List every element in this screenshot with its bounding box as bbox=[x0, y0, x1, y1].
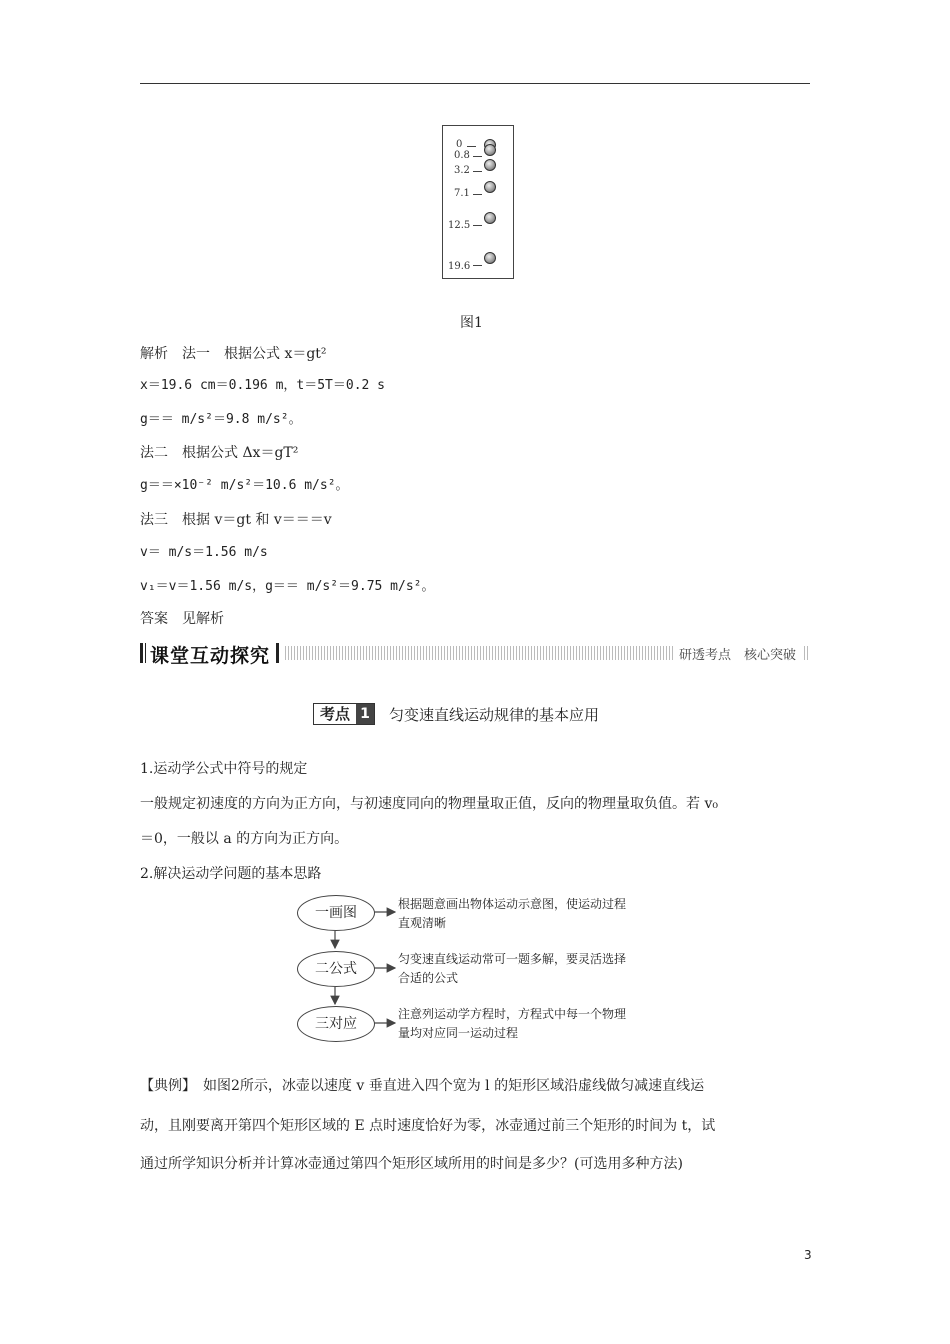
marker-tick bbox=[467, 146, 476, 147]
solution-line: v₁＝v＝1.56 m/s，g＝＝ m/s²＝9.75 m/s²。 bbox=[140, 579, 435, 594]
solution-line: v＝ m/s＝1.56 m/s bbox=[140, 545, 268, 560]
marker-tick bbox=[473, 171, 482, 172]
flow-note-line: 匀变速直线运动常可一题多解，要灵活选择 bbox=[398, 952, 627, 966]
flow-note-line: 根据题意画出物体运动示意图，使运动过程 bbox=[398, 897, 627, 911]
section-1-title: 1.运动学公式中符号的规定 bbox=[140, 761, 308, 777]
banner-title: 课堂互动探究 bbox=[150, 645, 271, 667]
section-banner bbox=[140, 641, 810, 665]
section-2-title: 2.解决运动学问题的基本思路 bbox=[140, 866, 322, 882]
ball bbox=[484, 159, 496, 171]
marker-label: 7.1 bbox=[454, 188, 470, 199]
flow-note bbox=[398, 895, 688, 933]
ball bbox=[484, 144, 496, 156]
ball bbox=[484, 181, 496, 193]
kaodian-title: 匀变速直线运动规律的基本应用 bbox=[389, 705, 600, 724]
answer-line: 答案 见解析 bbox=[140, 611, 224, 627]
example-line: 【典例】 如图2所示，冰壶以速度 v 垂直进入四个宽为 l 的矩形区域沿虚线做匀减速直线运 bbox=[140, 1078, 705, 1094]
solution-line: 解析 法一 根据公式 x＝gt² bbox=[140, 346, 327, 362]
ball bbox=[484, 212, 496, 224]
solution-line: 法二 根据公式 Δx＝gT² bbox=[140, 445, 299, 461]
flow-step: 二公式 bbox=[297, 951, 375, 987]
page-number: 3 bbox=[804, 1248, 812, 1262]
flow-step: 三对应 bbox=[297, 1006, 375, 1042]
flowchart bbox=[290, 890, 690, 1050]
marker-tick bbox=[473, 194, 482, 195]
flow-note bbox=[398, 950, 688, 988]
flow-step: 一画图 bbox=[297, 895, 375, 931]
marker-label: 0.8 bbox=[454, 150, 470, 161]
flow-note-line: 合适的公式 bbox=[398, 971, 459, 985]
flow-note-line: 量均对应同一运动过程 bbox=[398, 1026, 519, 1040]
section-1-text: ＝0，一般以 a 的方向为正方向。 bbox=[140, 831, 349, 847]
ball bbox=[484, 252, 496, 264]
solution-line: 法三 根据 v＝gt 和 v＝＝＝v bbox=[140, 512, 332, 528]
section-1-text: 一般规定初速度的方向为正方向，与初速度同向的物理量取正值，反向的物理量取负值。若 v₀ bbox=[140, 796, 718, 812]
solution-line: g＝＝×10⁻² m/s²＝10.6 m/s²。 bbox=[140, 478, 349, 493]
marker-label: 12.5 bbox=[448, 220, 471, 231]
marker-label: 3.2 bbox=[454, 165, 470, 176]
flow-note-line: 注意列运动学方程时，方程式中每一个物理 bbox=[398, 1007, 627, 1021]
banner-subtitle: 研透考点 核心突破 bbox=[673, 644, 802, 663]
example-line: 动，且刚要离开第四个矩形区域的 E 点时速度恰好为零，冰壶通过前三个矩形的时间为 t，试 bbox=[140, 1118, 716, 1134]
marker-label: 0 bbox=[456, 139, 463, 150]
marker-label: 19.6 bbox=[448, 261, 471, 272]
kaodian-number: 1 bbox=[356, 704, 374, 724]
solution-line: x＝19.6 cm＝0.196 m，t＝5T＝0.2 s bbox=[140, 378, 386, 393]
flow-note-line: 直观清晰 bbox=[398, 916, 447, 930]
example-line: 通过所学知识分析并计算冰壶通过第四个矩形区域所用的时间是多少？(可选用多种方法) bbox=[140, 1156, 683, 1172]
flow-note bbox=[398, 1005, 688, 1043]
kaodian-heading bbox=[313, 702, 599, 726]
banner-separator bbox=[276, 643, 279, 663]
marker-tick bbox=[473, 265, 482, 266]
header-rule bbox=[140, 83, 810, 84]
banner-bar bbox=[145, 643, 146, 663]
marker-tick bbox=[473, 225, 482, 226]
banner-bar bbox=[140, 643, 143, 663]
marker-tick bbox=[473, 156, 482, 157]
figure-1-strobe-diagram bbox=[442, 125, 514, 279]
solution-line: g＝＝ m/s²＝9.8 m/s²。 bbox=[140, 412, 302, 427]
kaodian-label: 考点 bbox=[314, 704, 356, 724]
figure-1-caption: 图1 bbox=[460, 315, 483, 331]
kaodian-badge bbox=[313, 703, 375, 725]
